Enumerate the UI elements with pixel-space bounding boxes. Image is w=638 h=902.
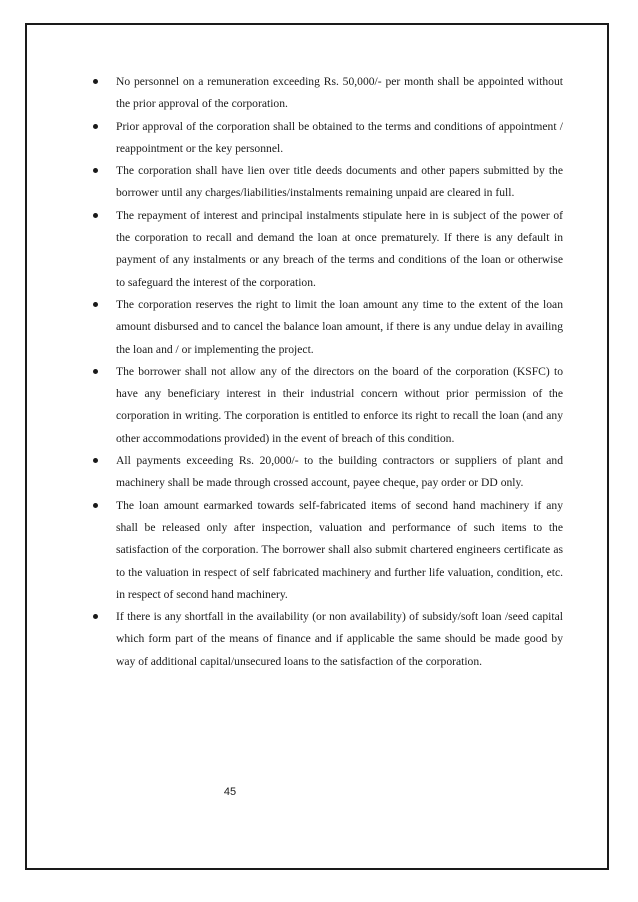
list-item-text: All payments exceeding Rs. 20,000/- to the building contractors or suppliers of plant and machinery shall be made through crossed account, payee cheque, pay order or DD only.: [116, 454, 563, 490]
bullet-icon: [93, 503, 98, 508]
list-item-text: The corporation shall have lien over title deeds documents and other papers submitted by the borrower until any charges/liabilities/instalments remaining unpaid are cleared in full.: [116, 164, 563, 200]
bullet-icon: [93, 369, 98, 374]
list-item: [93, 495, 563, 606]
list-item-text: The borrower shall not allow any of the directors on the board of the corporation (KSFC) to have any beneficiary interest in their industrial concern without prior permission of the corporation in writing. The corporation is entitled to enforce its right to recall the loan (and any other accommodations provided) in the event of breach of this condition.: [116, 364, 563, 445]
page-number: 45: [223, 786, 237, 798]
list-item: [93, 205, 563, 294]
terms-list: [93, 71, 563, 673]
bullet-icon: [93, 124, 98, 129]
list-item-text: The loan amount earmarked towards self-fabricated items of second hand machinery if any shall be released only after inspection, valuation and performance of such items to the satisfaction of the corporation. The borrower shall also submit chartered engineers certificate as to the valuation in respect of self fabricated machinery and further life valuation, condition, etc. in respect of second hand machinery.: [116, 498, 563, 601]
list-item: [93, 450, 563, 495]
bullet-icon: [93, 458, 98, 463]
bullet-icon: [93, 302, 98, 307]
bullet-icon: [93, 79, 98, 84]
list-item: [93, 116, 563, 161]
list-item: [93, 71, 563, 116]
bullet-icon: [93, 168, 98, 173]
list-item: [93, 361, 563, 450]
list-item-text: No personnel on a remuneration exceeding Rs. 50,000/- per month shall be appointed without the prior approval of the corporation.: [116, 75, 563, 111]
list-item-text: The repayment of interest and principal instalments stipulate here in is subject of the power of the corporation to recall and demand the loan at once prematurely. If there is any default in payment of any instalments or any breach of the terms and conditions of the loan or otherwise to safeguard the interest of the corporation.: [116, 208, 563, 289]
list-item: [93, 160, 563, 205]
list-item-text: The corporation reserves the right to limit the loan amount any time to the extent of the loan amount disbursed and to cancel the balance loan amount, if there is any undue delay in availing the loan and / or implementing the project.: [116, 297, 563, 356]
list-item: [93, 606, 563, 673]
list-item-text: Prior approval of the corporation shall be obtained to the terms and conditions of appointment / reappointment or the key personnel.: [116, 119, 563, 155]
list-item-text: If there is any shortfall in the availability (or non availability) of subsidy/soft loan /seed capital which form part of the means of finance and if applicable the same should be made good by way of additional capital/unsecured loans to the satisfaction of the corporation.: [116, 610, 563, 668]
bullet-icon: [93, 614, 98, 619]
document-body: [93, 71, 563, 673]
bullet-icon: [93, 213, 98, 218]
list-item: [93, 294, 563, 361]
